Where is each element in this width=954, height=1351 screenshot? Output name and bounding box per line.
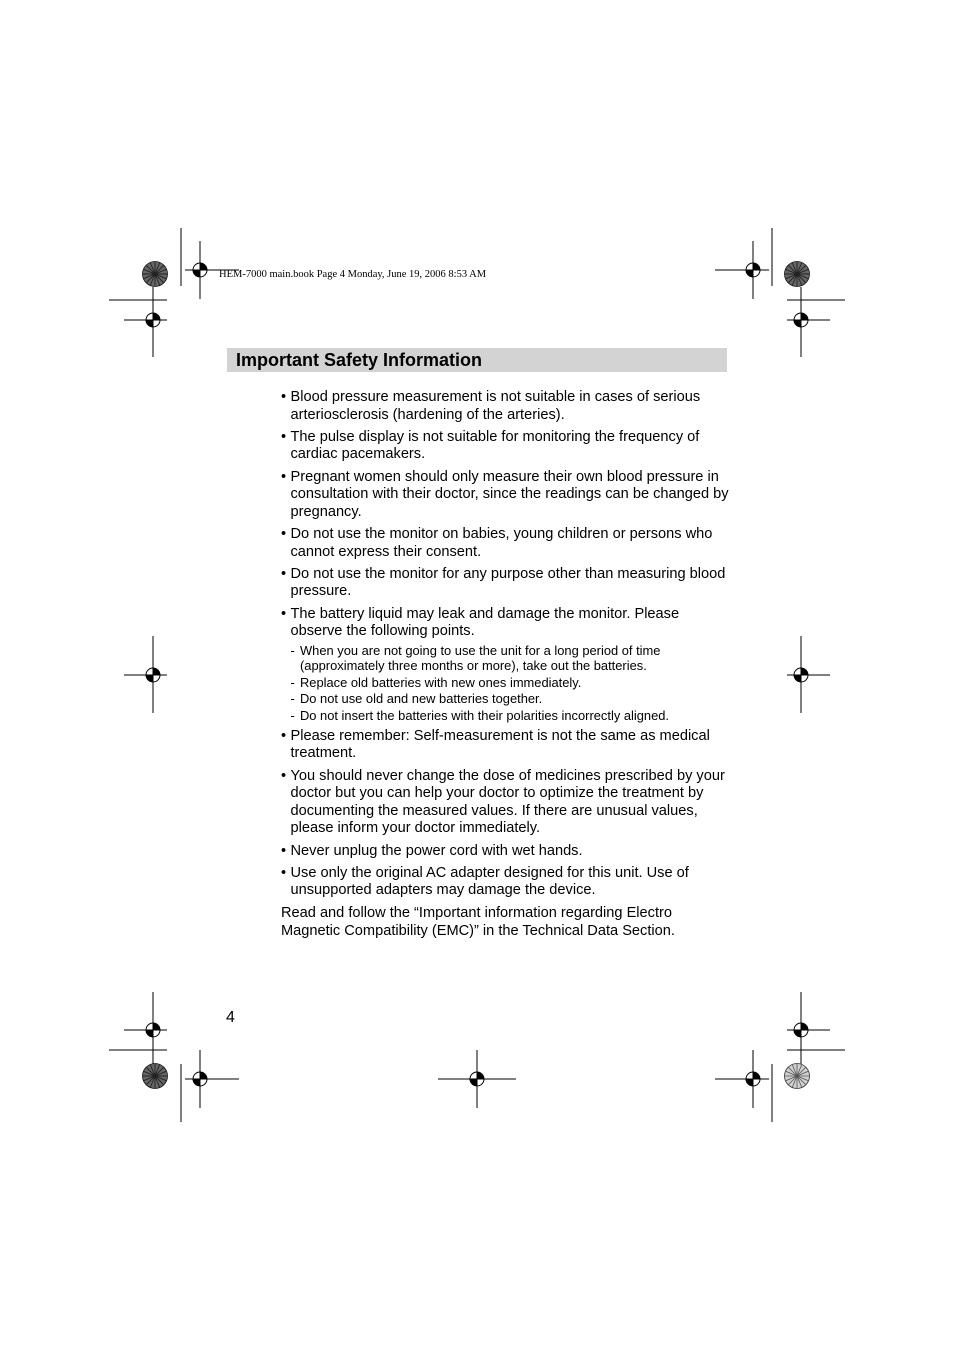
- print-slug: HEM-7000 main.book Page 4 Monday, June 19, 2006 8:53 AM: [219, 269, 487, 280]
- registration-mark-icon: [464, 1066, 490, 1092]
- registration-mark-icon: [788, 662, 814, 688]
- registration-mark-icon: [140, 307, 166, 333]
- battery-point: - Do not insert the batteries with their polarities incorrectly aligned.: [291, 708, 732, 723]
- safety-item: • Blood pressure measurement is not suitable in cases of serious arteriosclerosis (hardening of the arteries).: [281, 389, 731, 424]
- safety-item: • You should never change the dose of medicines prescribed by your doctor but you can help your doctor to optimize the treatment by documenting the measured values. If there are unusual values, please inform your doctor immediately.: [281, 768, 731, 838]
- registration-mark-icon: [140, 662, 166, 688]
- color-bar-target-icon: [785, 262, 810, 287]
- safety-item: • Do not use the monitor on babies, young children or persons who cannot express their consent.: [281, 526, 731, 561]
- color-bar-target-icon: [785, 1064, 810, 1089]
- battery-point: - Replace old batteries with new ones immediately.: [291, 675, 732, 690]
- safety-item: • Use only the original AC adapter designed for this unit. Use of unsupported adapters may damage the device.: [281, 865, 731, 900]
- registration-mark-icon: [187, 1066, 213, 1092]
- safety-list: [281, 389, 731, 900]
- safety-item: • Do not use the monitor for any purpose other than measuring blood pressure.: [281, 566, 731, 601]
- registration-mark-icon: [740, 257, 766, 283]
- color-bar-target-icon: [143, 262, 168, 287]
- battery-point: - Do not use old and new batteries together.: [291, 691, 732, 706]
- registration-mark-icon: [187, 257, 213, 283]
- page-number: 4: [226, 1009, 235, 1026]
- battery-points-list: [291, 643, 732, 724]
- color-bar-target-icon: [143, 1064, 168, 1089]
- safety-content: [281, 389, 731, 940]
- safety-item: • Pregnant women should only measure their own blood pressure in consultation with their doctor, since the readings can be changed by pregnancy.: [281, 469, 731, 522]
- registration-mark-icon: [788, 307, 814, 333]
- safety-item: • Never unplug the power cord with wet hands.: [281, 843, 731, 861]
- safety-item-battery: • The battery liquid may leak and damage the monitor. Please observe the following points. - When you are not going to use the unit for a long period of time (approximately three months or more), take out the batteries. - Replace old batteries with new ones immediately. - Do not use old and new batteries together. - Do not insert the batteries with their polarities incorrectly aligned.: [281, 606, 731, 724]
- battery-point: - When you are not going to use the unit for a long period of time (approximately three months or more), take out the batteries.: [291, 643, 732, 674]
- safety-item: • The pulse display is not suitable for monitoring the frequency of cardiac pacemakers.: [281, 429, 731, 464]
- section-title: Important Safety Information: [236, 350, 483, 370]
- registration-mark-icon: [140, 1017, 166, 1043]
- safety-item: • Please remember: Self-measurement is not the same as medical treatment.: [281, 728, 731, 763]
- emc-note: Read and follow the “Important information regarding Electro Magnetic Compatibility (EMC)” in the Technical Data Section.: [281, 905, 675, 939]
- registration-mark-icon: [788, 1017, 814, 1043]
- registration-mark-icon: [740, 1066, 766, 1092]
- section-header-bar: [227, 348, 727, 372]
